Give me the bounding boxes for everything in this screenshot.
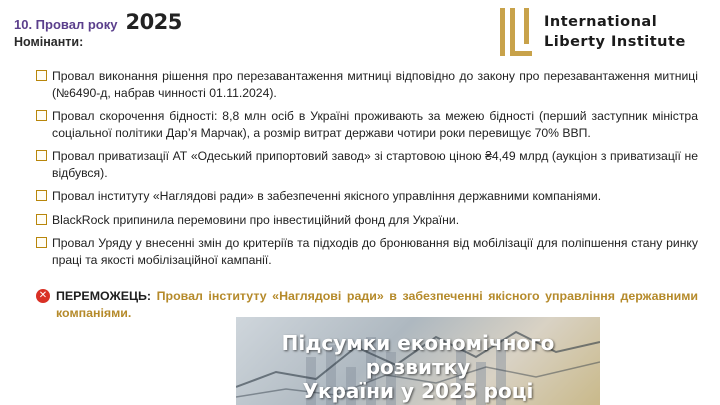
section-title: 10. Провал року [14,17,118,32]
banner-line-2: України у 2025 році [302,379,534,403]
list-item [36,108,698,141]
header [14,10,182,49]
nominee-text: Провал скорочення бідності: 8,8 млн осіб в Україні проживають за межею бідності (перший заступник міністра соціальної політики Дар’я Марчак), а розмір витрат держави чотири роки перевищує 70% ВВП. [52,109,698,140]
year-label: 2025 [125,10,182,34]
list-item [36,212,698,229]
close-x-icon: ✕ [36,289,50,303]
winner-label: ПЕРЕМОЖЕЦЬ: [56,289,152,303]
nominees-label: Номінанти: [14,35,84,49]
winner-value: Провал інституту «Наглядові ради» в забезпеченні якісного управління державними компаніями. [56,289,698,320]
nominee-text: BlackRock припинила перемовини про інвестиційний фонд для України. [52,212,460,227]
nominee-list [36,68,698,275]
banner-line-1: Підсумки економічного розвитку [281,331,555,379]
logo-line-2: Liberty Institute [544,34,686,50]
logo-line-1: International [544,14,658,30]
logo [498,6,686,58]
checkbox-icon [36,150,47,161]
logo-text [544,12,686,52]
checkbox-icon [36,237,47,248]
nominee-text: Провал інституту «Наглядові ради» в забезпеченні якісного управління державними компаніями. [52,189,602,203]
checkbox-icon [36,214,47,225]
banner-title [236,331,600,403]
list-item [36,235,698,268]
nominee-text: Провал Уряду у внесенні змін до критеріїв та підходів до бронювання від мобілізації для поліпшення стану ринку праці та якості мобілізаційної кампанії. [52,236,698,267]
list-item [36,188,698,205]
list-item [36,68,698,101]
checkbox-icon [36,110,47,121]
checkbox-icon [36,190,47,201]
list-item [36,148,698,181]
checkbox-icon [36,70,47,81]
nominee-text: Провал приватизації АТ «Одеський припортовий завод» зі стартовою ціною ₴4,49 млрд (аукціон з приватизації не відбувся). [52,149,698,180]
nominee-text: Провал виконання рішення про перезавантаження митниці відповідно до закону про перезавантаження митниці (№6490-д, набрав чинності 01.11.2024). [52,69,698,100]
banner-image [236,317,600,405]
title-line [14,10,182,34]
logo-mark-icon [498,6,534,58]
